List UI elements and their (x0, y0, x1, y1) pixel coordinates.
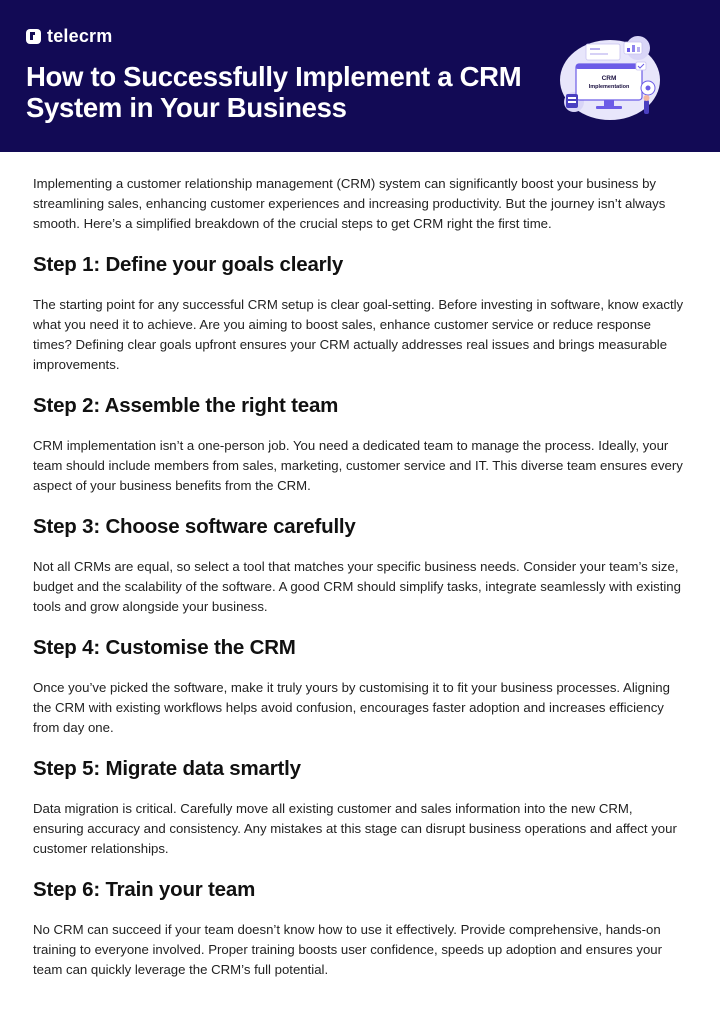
illustration-label-crm: CRM (601, 75, 617, 82)
page-title: How to Successfully Implement a CRM System in Your Business (26, 61, 522, 123)
crm-illustration-icon (552, 32, 672, 122)
telecrm-logo-icon (26, 29, 41, 44)
illustration-label-implementation: Implementation (588, 84, 630, 90)
brand-name: telecrm (47, 26, 113, 46)
step-4-body: Once you’ve picked the software, make it truly yours by customising it to fit your business processes. Aligning the CRM with existing workflows helps avoid confusion, encourages faster adoption and increases efficiency from day one. (33, 680, 670, 735)
step-6-body: No CRM can succeed if your team doesn’t know how to use it effectively. Provide comprehensive, hands-on training to everyone involved. Proper training boosts user confidence, speeds up adoption and ensures your team can quickly leverage the CRM’s full potential. (33, 922, 663, 977)
step-5-body: Data migration is critical. Carefully move all existing customer and sales information into the new CRM, ensuring accuracy and consistency. Any mistakes at this stage can disrupt business operations and affect your customer relationships. (33, 801, 677, 856)
step-4-heading: Step 4: Customise the CRM (33, 636, 296, 659)
step-3-heading: Step 3: Choose software carefully (33, 515, 356, 538)
step-5-heading: Step 5: Migrate data smartly (33, 757, 301, 780)
step-2-heading: Step 2: Assemble the right team (33, 394, 339, 417)
step-1-body: The starting point for any successful CRM setup is clear goal-setting. Before investing in software, know exactly what you need it to achieve. Are you aiming to boost sales, enhance customer service or reduce response times? Defining clear goals upfront ensures your CRM actually addresses real issues and brings measurable improvements. (33, 297, 684, 372)
page-header (0, 0, 720, 152)
step-3-body: Not all CRMs are equal, so select a tool that matches your specific business needs. Consider your team’s size, budget and the scalability of the software. A good CRM should simplify tasks, integrate seamlessly with existing tools and grow alongside your business. (33, 559, 681, 614)
article-body (0, 152, 720, 980)
step-6-heading: Step 6: Train your team (33, 878, 256, 901)
step-2-body: CRM implementation isn’t a one-person job. You need a dedicated team to manage the process. Ideally, your team should include members from sales, marketing, customer service and IT. This diverse team ensures every aspect of your business benefits from the CRM. (33, 438, 683, 493)
step-1-heading: Step 1: Define your goals clearly (33, 253, 344, 276)
intro-paragraph: Implementing a customer relationship management (CRM) system can significantly boost your business by streamlining sales, enhancing customer experiences and increasing productivity. But the journey isn’t always smooth. Here’s a simplified breakdown of the crucial steps to get CRM right the first time. (33, 176, 666, 231)
